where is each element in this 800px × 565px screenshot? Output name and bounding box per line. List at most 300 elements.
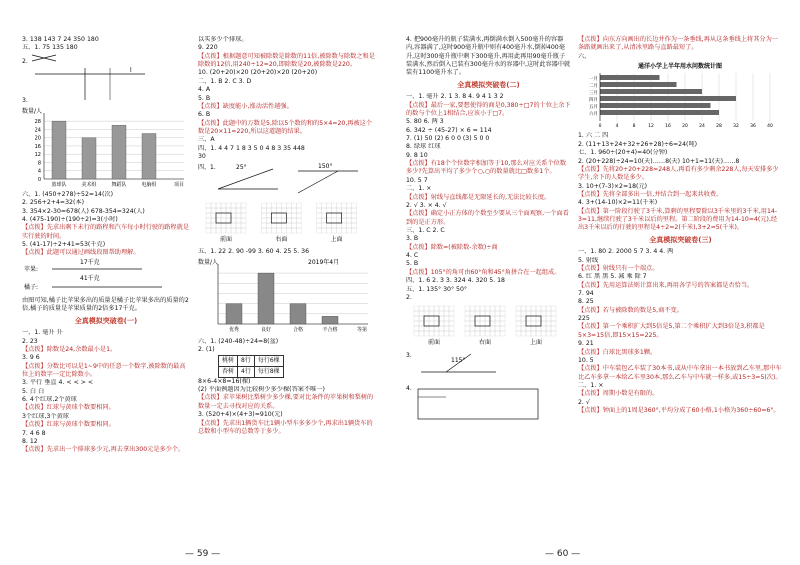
grid-cell	[536, 321, 541, 326]
grid-cell	[211, 228, 216, 233]
water-usage-chart	[578, 61, 783, 129]
grid-cell	[226, 213, 231, 218]
grid-cell	[266, 213, 271, 218]
grid-cell	[276, 218, 281, 223]
answer-line: 3. 平行 垂直 4. < < > <	[22, 379, 94, 387]
table-cell: 4行	[238, 366, 255, 377]
grid-cell	[414, 321, 419, 326]
grid-cell	[216, 228, 221, 233]
answer-line: 5. 射线	[578, 256, 599, 264]
grid-cell	[485, 326, 490, 331]
hint-text: 【点拨】若与被除数的数是5,商不变。	[578, 306, 683, 314]
grid-cell	[414, 316, 419, 321]
grid-cell	[342, 223, 347, 228]
weight-label: 41千克	[80, 274, 100, 282]
answer-line: 2. (20+228)÷24=10(天)……8(天) 10+1=11(天)……8	[578, 157, 740, 165]
grid-cell	[276, 213, 281, 218]
grid-cell	[526, 321, 531, 326]
grid-cell	[296, 208, 301, 213]
grid-cell	[286, 203, 291, 208]
grid-cell	[276, 223, 281, 228]
grid-cell	[429, 331, 434, 336]
tick-label: 28	[34, 119, 41, 126]
tick-label: 40	[767, 124, 773, 130]
category-label: 五月	[589, 105, 598, 111]
grid-cell	[536, 306, 541, 311]
grid-cell	[291, 223, 296, 228]
svg-text:l: l	[129, 67, 132, 75]
answer-line: 5. 白 白	[22, 387, 45, 395]
grid-cell	[414, 311, 419, 316]
grid-cell	[276, 228, 281, 233]
grid-cell	[281, 203, 286, 208]
answer-line: 225	[578, 315, 590, 323]
question-num: 3.	[406, 351, 412, 359]
view-label: 上面	[529, 339, 543, 347]
grid-cell	[551, 321, 556, 326]
answer-line: 4. C	[406, 252, 419, 260]
grid-cell	[347, 208, 352, 213]
view-label: 上面	[330, 235, 343, 243]
grid-cell	[342, 203, 347, 208]
grid-cell	[266, 223, 271, 228]
grid-cell	[216, 203, 221, 208]
grid-cell	[521, 316, 526, 321]
grid-cell	[495, 316, 500, 321]
grid-cell	[291, 213, 296, 218]
grid-cell	[337, 203, 342, 208]
answer-line: 8×6-4×8=16(棵)	[198, 377, 251, 385]
grid-cell	[419, 311, 424, 316]
category-label: 项目	[173, 182, 185, 188]
answer-line: 一、1. 毫升 升	[22, 329, 63, 337]
grid-cell	[317, 208, 322, 213]
grid-cell	[551, 316, 556, 321]
weight-label: 17千克	[80, 258, 100, 266]
answer-line: 8. 绿球 红球	[406, 143, 441, 151]
answer-line: 一、1. 80 2. 2000 5 7 3. 4 4. 两	[578, 248, 674, 256]
grid-cell	[516, 331, 521, 336]
tick-label: 0	[37, 177, 41, 184]
answer-line: 2. √ 3. × 4. √	[406, 201, 447, 209]
grid-cell	[337, 208, 342, 213]
grid-cell	[221, 203, 226, 208]
answer-line: 3. l	[22, 66, 190, 105]
grid-cell	[317, 223, 322, 228]
grid-cell	[271, 203, 276, 208]
grid-cell	[424, 331, 429, 336]
table-cell: 每行8棵	[254, 366, 283, 377]
answer-line: 以买多少个排球。	[198, 36, 248, 43]
answer-line: 5. 80 6. 两 3	[406, 118, 444, 126]
category-label: 等第	[356, 327, 368, 334]
answer-line: 4. 3+(14-10)×2=11(千米)	[578, 199, 658, 207]
table-cell: 桃树	[219, 355, 238, 366]
tick-label: 20	[34, 136, 41, 143]
tick-label: 0	[598, 124, 602, 130]
bar	[600, 110, 719, 115]
hint-text: 【点拨】先用运算法则计算出来,再用各学号的答案都是否恰当。	[578, 281, 754, 289]
grid-cell	[424, 326, 429, 331]
angle-label: 150°	[318, 163, 333, 171]
grid-cell	[291, 228, 296, 233]
grid-cell	[419, 331, 424, 336]
grid-cell	[516, 311, 521, 316]
grid-cell	[551, 311, 556, 316]
grid-cell	[286, 213, 291, 218]
grid-cell	[342, 213, 347, 218]
answer-line: 3. 10+(7-3)×2=18(元)	[578, 182, 648, 190]
hint-text: 【点拨】射线只有一个端点。	[578, 264, 659, 272]
hint-text: 【点拨】射线与直线都是无限延长的,无法比较长度。	[406, 193, 551, 201]
answer-line: 二、1. ×	[578, 381, 604, 389]
grid-cell	[439, 316, 444, 321]
answer-line: 9. 21	[578, 340, 594, 348]
grid-cell	[465, 311, 470, 316]
grid-cell	[485, 311, 490, 316]
answer-line: 9. 8 10	[406, 151, 428, 159]
grid-cell	[521, 321, 526, 326]
grid-cell	[521, 311, 526, 316]
grid-cell	[541, 321, 546, 326]
grid-cell	[291, 208, 296, 213]
grid-cell	[419, 321, 424, 326]
grid-cell	[439, 311, 444, 316]
view-label: 右面	[478, 339, 492, 347]
section-title: 全真模拟突破卷(二)	[457, 80, 520, 89]
bar	[258, 274, 274, 325]
hint-text: 【点拨】先求出1辆货车比1辆小型车多多少个,再求出1辆货车的总数和小型车的总数等于多少。	[198, 419, 373, 435]
tick-label: 36	[750, 124, 756, 130]
grid-cell	[521, 306, 526, 311]
grid-cell	[322, 213, 327, 218]
grid-cell	[216, 218, 221, 223]
grid-cell	[286, 208, 291, 213]
grid-cell	[429, 306, 434, 311]
grid-cell	[286, 223, 291, 228]
answer-line: 2. 256+2+4=32(本)	[22, 199, 84, 207]
perpendicular-diagram	[30, 66, 150, 102]
grid-cell	[475, 306, 480, 311]
grid-cell	[500, 306, 505, 311]
grid-cell	[531, 331, 536, 336]
angle-diagram	[198, 161, 376, 195]
grid-cell	[526, 316, 531, 321]
answer-line: 一、1. 毫升 2. 1 3. 8 4. 9 4 1 3 2	[406, 93, 504, 101]
grid-cell	[281, 228, 286, 233]
grid-cell	[419, 316, 424, 321]
axis-label: 数量/人	[198, 259, 219, 267]
grid-cell	[444, 326, 449, 331]
grid-cell	[211, 208, 216, 213]
grid-cell	[495, 306, 500, 311]
hint-text: 【点拨】105°的角可由60°角和45°角拼合在一起组成。	[406, 268, 561, 276]
grid-cell	[500, 331, 505, 336]
grid-cell	[347, 223, 352, 228]
answer-line: 三、1. C 2. C	[406, 226, 445, 234]
category-label: 二月	[589, 84, 598, 90]
answer-line: 七、1. 960÷(20+4)=40(分钟)	[578, 149, 668, 157]
grid-cell	[236, 223, 241, 228]
grid-cell	[236, 208, 241, 213]
grid-cell	[231, 218, 236, 223]
grid-cell	[475, 326, 480, 331]
grid-cell	[296, 218, 301, 223]
category-label: 良好	[260, 327, 272, 334]
grid-cell	[206, 223, 211, 228]
hint-text: 【点拨】缺度能小,涨动活性越强。	[198, 102, 293, 110]
grid-cell	[317, 213, 322, 218]
answer-line: 2. √	[578, 398, 590, 406]
bar	[600, 103, 711, 108]
column-1	[22, 36, 190, 455]
grid-cell	[322, 208, 327, 213]
grid-cell	[521, 331, 526, 336]
grid-cell	[276, 203, 281, 208]
hint-text: 【点拨】除数=(被除数-余数)÷商	[406, 243, 498, 251]
grid-cell	[475, 331, 480, 336]
grid-cell	[541, 331, 546, 336]
hint-text: 【点拨】红球与黄球个数要相同。	[22, 421, 115, 429]
grid-cell	[439, 331, 444, 336]
answer-line: 2.	[22, 53, 190, 66]
grid-cell	[266, 208, 271, 213]
grid-cell	[271, 208, 276, 213]
grid-cell	[475, 316, 480, 321]
bar-chart-groups	[22, 105, 192, 187]
grid-cell	[231, 203, 236, 208]
grid-cell	[444, 321, 449, 326]
grid-cell	[465, 306, 470, 311]
answer-line: 7. 94	[578, 289, 594, 297]
grid-cell	[531, 326, 536, 331]
hint-text: 【点拨】先求出一个排球多少元,再去拿出300元是多少个。	[22, 446, 185, 454]
grid-cell	[266, 228, 271, 233]
grid-cell	[327, 213, 332, 218]
grid-cell	[536, 311, 541, 316]
grid-cell	[332, 203, 337, 208]
grid-cell	[444, 306, 449, 311]
grid-cell	[241, 228, 246, 233]
grid-cell	[281, 213, 286, 218]
grid-cell	[261, 203, 266, 208]
grid-cell	[541, 326, 546, 331]
grid-cell	[414, 306, 419, 311]
grid-cell	[470, 331, 475, 336]
grid-cell	[236, 203, 241, 208]
grid-cell	[291, 203, 296, 208]
grid-cell	[271, 228, 276, 233]
grid-cell	[444, 311, 449, 316]
answer-line: 5. B	[198, 94, 211, 102]
grid-cell	[337, 213, 342, 218]
view-label: 前面	[219, 235, 233, 243]
grid-cell	[241, 218, 246, 223]
grid-cell	[241, 223, 246, 228]
grid-cell	[286, 218, 291, 223]
grid-cell	[526, 326, 531, 331]
chart-title: 2019年4月	[308, 259, 340, 267]
tick-label: 20	[682, 124, 688, 130]
grid-cell	[347, 218, 352, 223]
grid-cell	[419, 326, 424, 331]
hint-text: 【点拨】中车装包乙车装了30本书,或从中车拿出一本书放到乙车里,那中车比乙车多拿一本给乙车里30本,那么乙车与中车就一样多,或15÷3=5(次)。	[578, 365, 782, 381]
grid-cell	[531, 311, 536, 316]
table-row	[219, 366, 284, 377]
category-label: 优秀	[228, 327, 240, 334]
table-row	[219, 355, 284, 366]
answer-line: 6. B	[198, 111, 211, 119]
hint-text: 【点拨】分数比可以是1~9中的任意一个数字,被除数的最高位上的数字一定比除数小。	[22, 362, 186, 378]
grid-cell	[216, 223, 221, 228]
segment-diagram	[22, 258, 190, 294]
table-cell: 杏树	[219, 366, 238, 377]
grid-cell	[424, 321, 429, 326]
category-label: 四月	[589, 98, 598, 104]
grid-cell	[271, 218, 276, 223]
pear-label: 橘子:	[24, 283, 39, 291]
hint-text: 【点拨】第一个乘积扩大到5倍是5,第二个乘积扩大到3倍是3,积都是5×3=15倍,即15×15=225。	[578, 323, 765, 339]
grid-cell	[465, 321, 470, 326]
grid-cell	[490, 321, 495, 326]
tree-table	[218, 355, 284, 378]
grid-cell	[206, 218, 211, 223]
category-label: 美术组	[81, 182, 97, 188]
grid-cell	[286, 228, 291, 233]
bar	[322, 317, 338, 325]
grid-cell	[271, 213, 276, 218]
grid-cell	[490, 306, 495, 311]
answer-line: 5. (41-17)÷2+41=53(千克)	[22, 240, 106, 248]
answer-line: 二、1. ×	[406, 185, 432, 193]
answer-line: 5. B	[406, 260, 419, 268]
grid-cell	[495, 326, 500, 331]
grid-cell	[531, 306, 536, 311]
grid-cell	[221, 213, 226, 218]
bar	[82, 138, 96, 179]
grid-cell	[216, 208, 221, 213]
grid-cell	[226, 218, 231, 223]
grid-cell	[211, 213, 216, 218]
question-num: 四、1.	[198, 164, 216, 172]
tick-label: 16	[665, 124, 671, 130]
grid-cell	[490, 331, 495, 336]
grid-cell	[347, 213, 352, 218]
grid-cell	[317, 228, 322, 233]
grid-cell	[352, 228, 357, 233]
hint-text: 【点拨】钟面上的1周是360°,平均分成了60小格,1小格为360÷60=6°。	[578, 407, 780, 415]
cross-lines-diagram	[30, 53, 60, 63]
answer-line: 3. 9 6	[22, 354, 40, 362]
answer-line: 1. 六 二 四	[578, 132, 609, 140]
chart-title: 通洋小学上半年用水问数统计图	[637, 63, 723, 71]
answer-line: 10. (20+20)×20 (20+20)×20 (20+20)	[198, 69, 318, 77]
grid-cell	[516, 326, 521, 331]
grid-cell	[221, 208, 226, 213]
grid-cell	[546, 306, 551, 311]
view-grids	[406, 302, 571, 346]
answer-line: 三、A	[198, 136, 215, 144]
table-cell: 每行6棵	[254, 355, 283, 366]
grid-cell	[490, 311, 495, 316]
answer-text: 由图可知,橘子比苹果多出的质量是橘子比苹果多出的质量的2倍,橘子的质量是苹果质量的2倍多17千克。	[22, 297, 189, 313]
grid-cell	[546, 316, 551, 321]
grid-cell	[419, 306, 424, 311]
grid-cell	[231, 228, 236, 233]
answer-line: 8. 12	[22, 437, 38, 445]
grid-cell	[337, 218, 342, 223]
grid-cell	[241, 213, 246, 218]
grid-cell	[332, 208, 337, 213]
hint-text: 【点拨】有18个个位数字相加等于10,那么对应关系个位数多少?先算出平均了多少个○,○的数量就比□数多1个。	[406, 160, 567, 176]
grid-cell	[221, 218, 226, 223]
grid-cell	[449, 306, 454, 311]
grid-cell	[291, 218, 296, 223]
grid-cell	[516, 321, 521, 326]
grid-cell	[465, 326, 470, 331]
grid-cell	[206, 228, 211, 233]
answer-line: 6. 4个红球,2个黄球	[22, 396, 77, 404]
grid-cell	[327, 203, 332, 208]
grid-cell	[332, 218, 337, 223]
angle-label: 115°	[451, 356, 466, 364]
grid-cell	[322, 203, 327, 208]
table-cell: 8行	[238, 355, 255, 366]
grid-cell	[424, 311, 429, 316]
grid-cell	[261, 228, 266, 233]
grid-cell	[444, 316, 449, 321]
hint-text: 【点拨】周期小数是有限的。	[578, 390, 659, 398]
grid-cell	[296, 223, 301, 228]
grid-cell	[495, 331, 500, 336]
answer-line: 四、1. 4 4 7 1 8 3 5 0 4 8 3 35 448	[198, 144, 305, 152]
grid-cell	[434, 321, 439, 326]
hint-text: 【点拨】根据题意可知被除数是除数的11倍,被除数与除数之和是除数的12倍,用240÷12=20,即除数是20,被除数是220。	[198, 52, 375, 69]
bar	[52, 122, 66, 180]
grid-cell	[414, 331, 419, 336]
grid-cell	[337, 223, 342, 228]
grid-cell	[276, 208, 281, 213]
hint-text: 【点拨】先求出剩下未行的路程和汽车每小时行驶的路程就是实行驶的时间。	[22, 224, 190, 240]
grid-cell	[485, 306, 490, 311]
grid-cell	[475, 321, 480, 326]
grid-cell	[541, 316, 546, 321]
answer-line: 4. (475-190)÷(190÷2)=3(小时)	[22, 215, 118, 223]
answer-text: 4. 把900毫升的瓶子装满水,再倒满水倒入500毫升的容器内,容器满了,这时900毫升瓶中则有400毫升水,倒掉400毫升,这时300毫升瓶中剩下300毫升,再用此再用90毫升瓶子装满水,然后倒入已装有300毫升水的容器中,这时此容器中就装有1100毫升水了。	[406, 36, 571, 77]
bar	[142, 134, 156, 179]
answer-line: 2.	[406, 293, 412, 301]
grid-cell	[226, 208, 231, 213]
answer-line: 六、1. (240-48)÷24=8(盆)	[198, 337, 279, 345]
grid-cell	[439, 306, 444, 311]
column-3	[406, 36, 571, 426]
grid-cell	[236, 213, 241, 218]
grid-cell	[449, 326, 454, 331]
section-title: 全真模拟突破卷(一)	[74, 316, 138, 325]
grid-cell	[546, 321, 551, 326]
column-2	[198, 36, 376, 436]
grid-cell	[465, 316, 470, 321]
grid-cell	[521, 326, 526, 331]
grid-cell	[236, 228, 241, 233]
category-label: 一月	[589, 77, 598, 83]
hint-text: 【点拨】红球与黄球个数要相同。	[22, 404, 115, 412]
grid-cell	[500, 316, 505, 321]
tick-label: 8	[632, 124, 636, 130]
category-label: 合格	[292, 327, 304, 334]
grid-cell	[296, 228, 301, 233]
grid-cell	[261, 223, 266, 228]
